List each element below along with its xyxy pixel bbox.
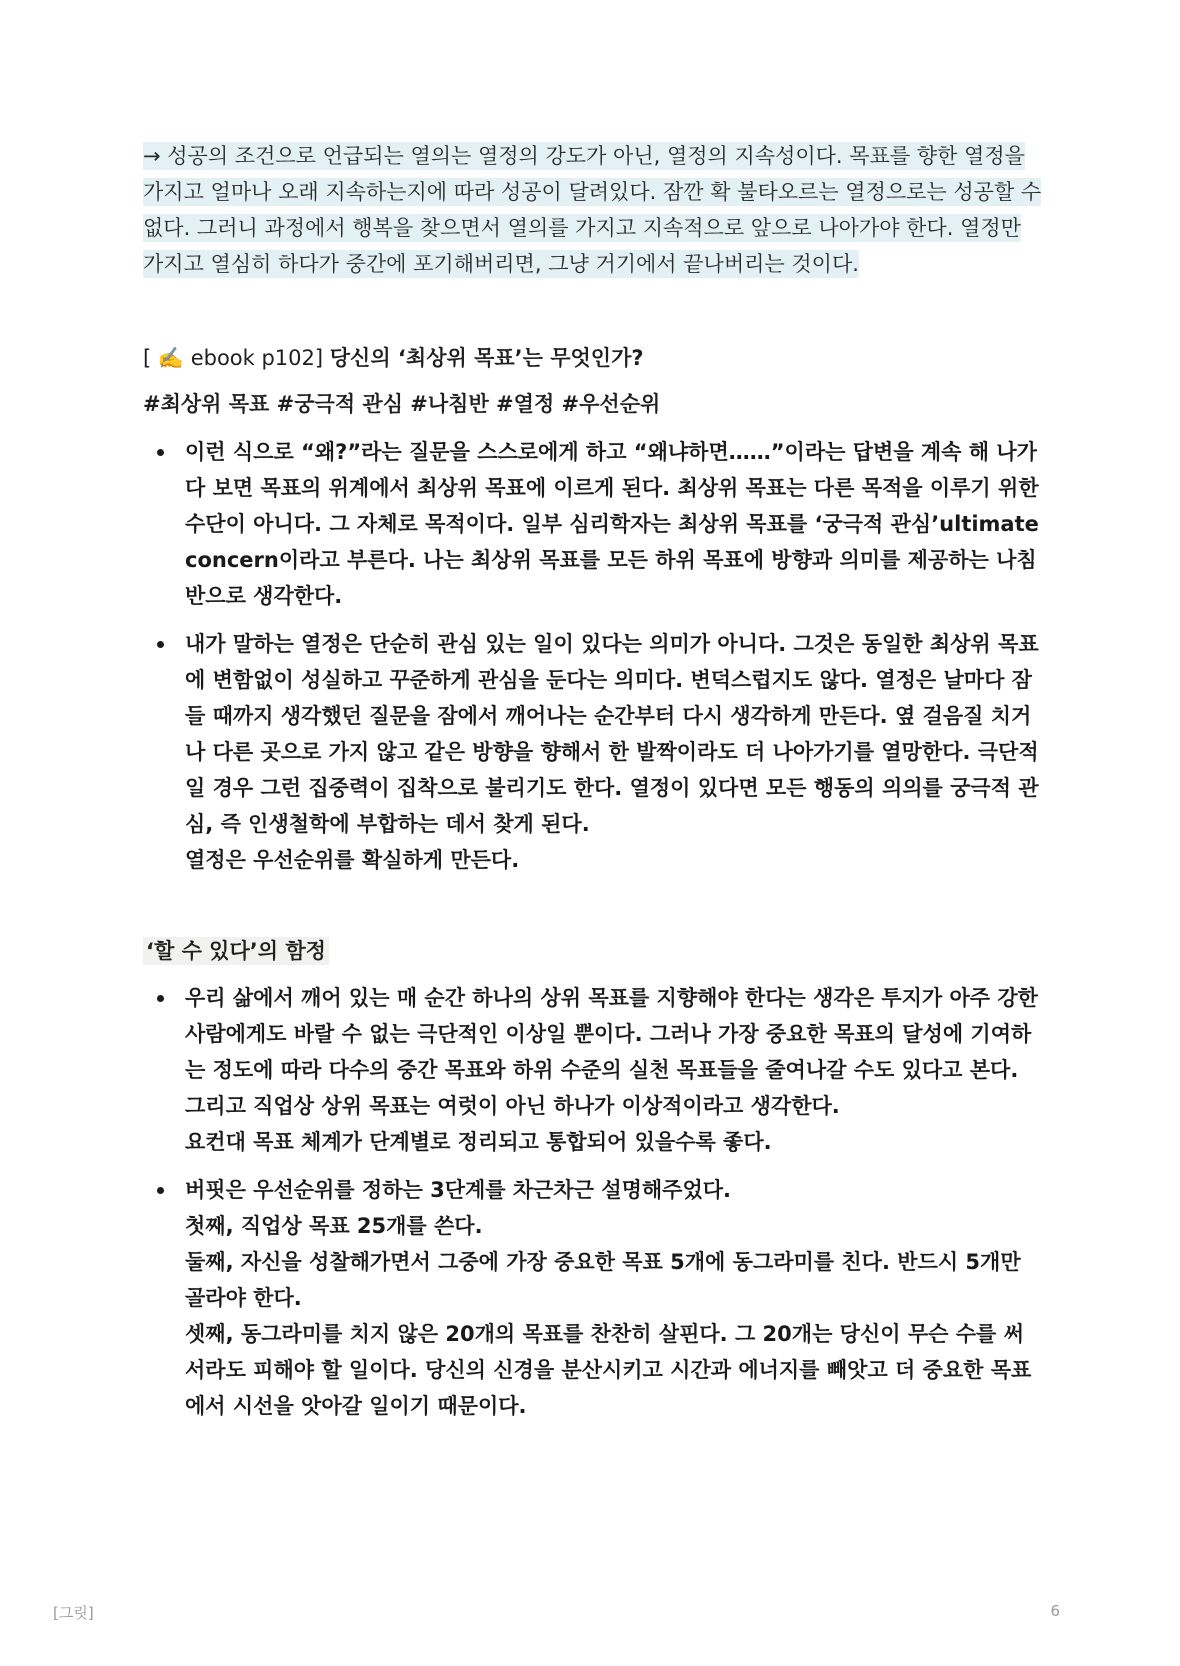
section-title-text: ‘할 수 있다’의 함정 xyxy=(143,937,329,965)
bullet-item xyxy=(143,980,1043,1160)
footer-book-title: [그릿] xyxy=(53,1604,94,1622)
bullet-text: 이런 식으로 “왜?”라는 질문을 스스로에게 하고 “왜냐하면……”이라는 답변을 계속 해 나가다 보면 목표의 위계에서 최상위 목표에 이르게 된다. 최상위 목표는 다른 목적을 이루기 위한 수단이 아니다. 그 자체로 목적이다. 일부 심리학자는 최상위 목표를 ‘궁극적 관심’ultimate concern이라고 부른다. 나는 최상위 목표를 모든 하위 목표에 방향과 의미를 제공하는 나침반으로 생각한다. xyxy=(185,440,1039,608)
section-title-can-do-trap xyxy=(143,934,1043,968)
bullet-dot xyxy=(157,641,164,648)
section-heading-title: 당신의 ‘최상위 목표’는 무엇인가? xyxy=(329,346,644,370)
highlighted-note xyxy=(143,138,1043,282)
section1-bullet-list xyxy=(143,434,1043,878)
note-highlight: → 성공의 조건으로 언급되는 열의는 열정의 강도가 아닌, 열정의 지속성이다. 목표를 향한 열정을 가지고 얼마나 오래 지속하는지에 따라 성공이 달려있다. 잠깐 확 불타오르는 열정으로는 성공할 수 없다. 그러니 과정에서 행복을 찾으면서 열의를 가지고 지속적으로 앞으로 나아가야 한다. 열정만 가지고 열심히 하다가 중간에 포기해버리면, 그냥 거기에서 끝나버리는 것이다. xyxy=(143,144,1042,276)
page-content xyxy=(143,138,1043,1436)
section-heading-top-goal xyxy=(143,340,1043,376)
ebook-reference: [ ✍️ ebook p102] xyxy=(143,346,330,370)
bullet-dot xyxy=(157,449,164,456)
bullet-dot xyxy=(157,995,164,1002)
bullet-text: 우리 삶에서 깨어 있는 매 순간 하나의 상위 목표를 지향해야 한다는 생각은 투지가 아주 강한 사람에게도 바랄 수 없는 극단적인 이상일 뿐이다. 그러나 가장 중요한 목표의 달성에 기여하는 정도에 따라 다수의 중간 목표와 하위 수준의 실천 목표들을 줄여나갈 수도 있다고 본다. 그리고 직업상 상위 목표는 여럿이 아닌 하나가 이상적이라고 생각한다. 요컨대 목표 체계가 단계별로 정리되고 통합되어 있을수록 좋다. xyxy=(185,986,1038,1154)
bullet-dot xyxy=(157,1187,164,1194)
bullet-item xyxy=(143,434,1043,614)
page-number: 6 xyxy=(1050,1602,1060,1620)
bullet-text: 내가 말하는 열정은 단순히 관심 있는 일이 있다는 의미가 아니다. 그것은 동일한 최상위 목표에 변함없이 성실하고 꾸준하게 관심을 둔다는 의미다. 변덕스럽지도 않다. 열정은 날마다 잠들 때까지 생각했던 질문을 잠에서 깨어나는 순간부터 다시 생각하게 만든다. 옆 걸음질 치거나 다른 곳으로 가지 않고 같은 방향을 향해서 한 발짝이라도 더 나아가기를 열망한다. 극단적일 경우 그런 집중력이 집착으로 불리기도 한다. 열정이 있다면 모든 행동의 의의를 궁극적 관심, 즉 인생철학에 부합하는 데서 찾게 된다. 열정은 우선순위를 확실하게 만든다. xyxy=(185,632,1039,872)
bullet-text: 버핏은 우선순위를 정하는 3단계를 차근차근 설명해주었다. 첫째, 직업상 목표 25개를 쓴다. 둘째, 자신을 성찰해가면서 그중에 가장 중요한 목표 5개에 동그라미를 친다. 반드시 5개만 골라야 한다. 셋째, 동그라미를 치지 않은 20개의 목표를 찬찬히 살핀다. 그 20개는 당신이 무슨 수를 써서라도 피해야 할 일이다. 당신의 신경을 분산시키고 시간과 에너지를 빼앗고 더 중요한 목표에서 시선을 앗아갈 일이기 때문이다. xyxy=(185,1178,1032,1418)
bullet-item xyxy=(143,1172,1043,1424)
hashtag-line: #최상위 목표 #궁극적 관심 #나침반 #열정 #우선순위 xyxy=(143,392,661,416)
bullet-item xyxy=(143,626,1043,878)
section2-bullet-list xyxy=(143,980,1043,1424)
